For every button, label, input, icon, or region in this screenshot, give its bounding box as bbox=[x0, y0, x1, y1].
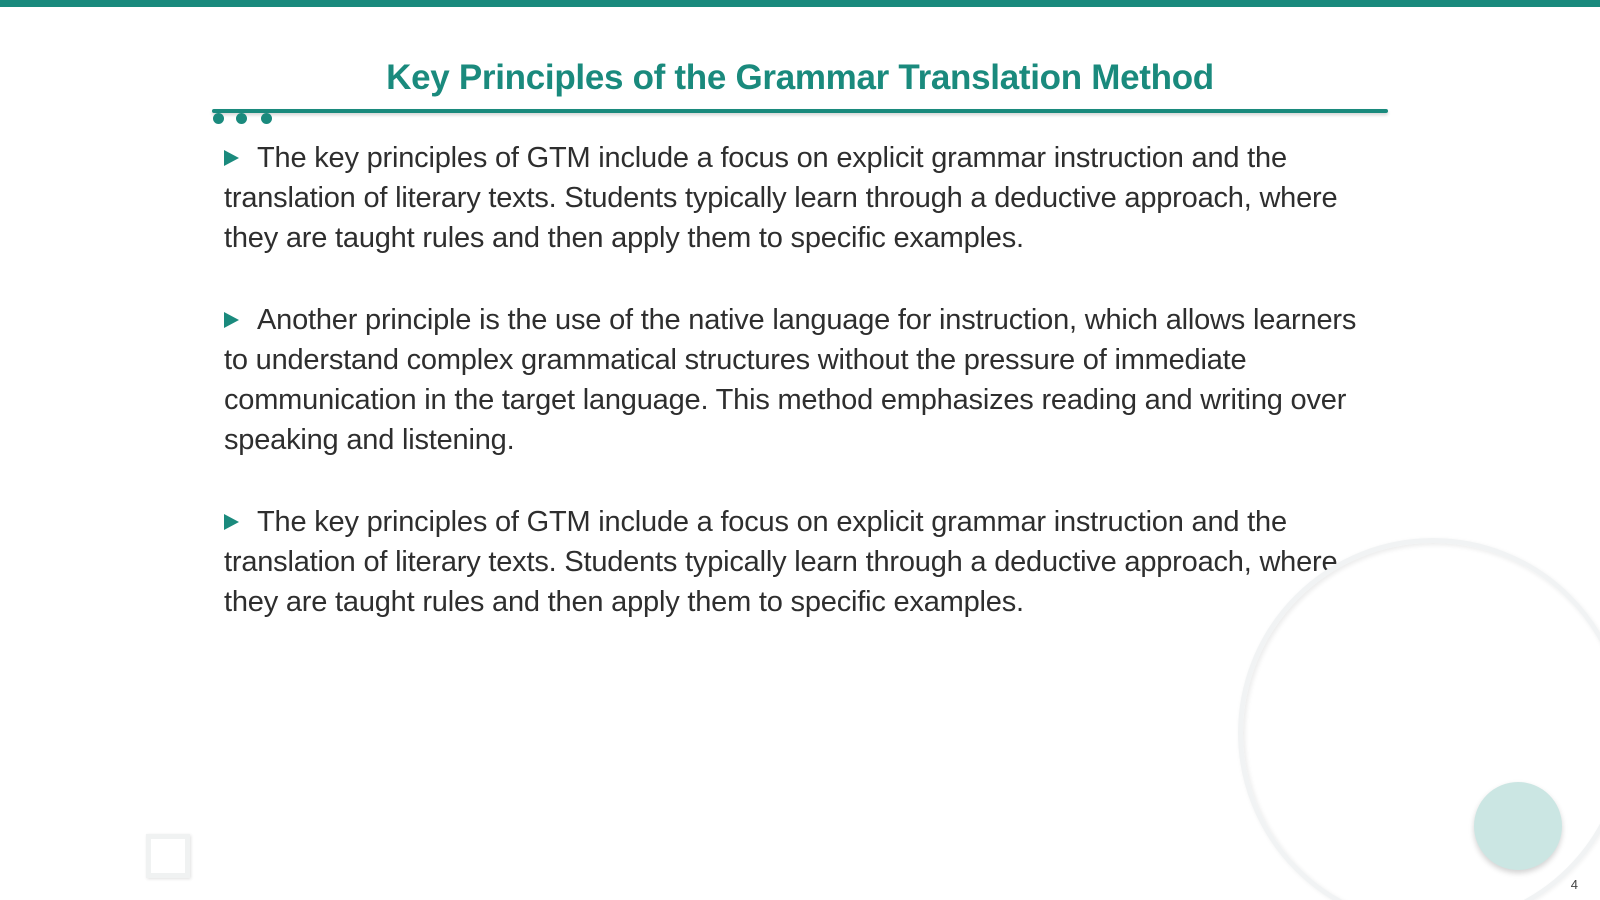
decorative-dot-2 bbox=[236, 113, 247, 124]
triangle-right-icon bbox=[224, 150, 239, 166]
bullet-item-3 bbox=[224, 502, 1374, 622]
decorative-circle bbox=[1474, 782, 1562, 870]
triangle-right-icon bbox=[224, 514, 239, 530]
decorative-dot-1 bbox=[213, 113, 224, 124]
decorative-dot-3 bbox=[261, 113, 272, 124]
slide-title: Key Principles of the Grammar Translation Method bbox=[386, 58, 1214, 97]
bullet-item-2 bbox=[224, 300, 1374, 460]
bullet-text-1: The key principles of GTM include a focus on explicit grammar instruction and the translation of literary texts. Students typically learn through a deductive approach, where they are taught rules and then apply them to specific examples. bbox=[224, 142, 1338, 254]
bullet-item-1 bbox=[224, 138, 1374, 258]
decorative-square bbox=[146, 834, 190, 878]
bullet-list bbox=[224, 138, 1374, 664]
bullet-text-2: Another principle is the use of the native language for instruction, which allows learners to understand complex grammatical structures without the pressure of immediate communication in the target language. This method emphasizes reading and writing over speaking and listening. bbox=[224, 304, 1357, 456]
triangle-right-icon bbox=[224, 312, 239, 328]
title-underline bbox=[212, 109, 1388, 113]
bullet-text-3: The key principles of GTM include a focus on explicit grammar instruction and the translation of literary texts. Students typically learn through a deductive approach, where they are taught rules and then apply them to specific examples. bbox=[224, 506, 1338, 618]
top-accent-bar bbox=[0, 0, 1600, 7]
page-number: 4 bbox=[1570, 877, 1578, 892]
